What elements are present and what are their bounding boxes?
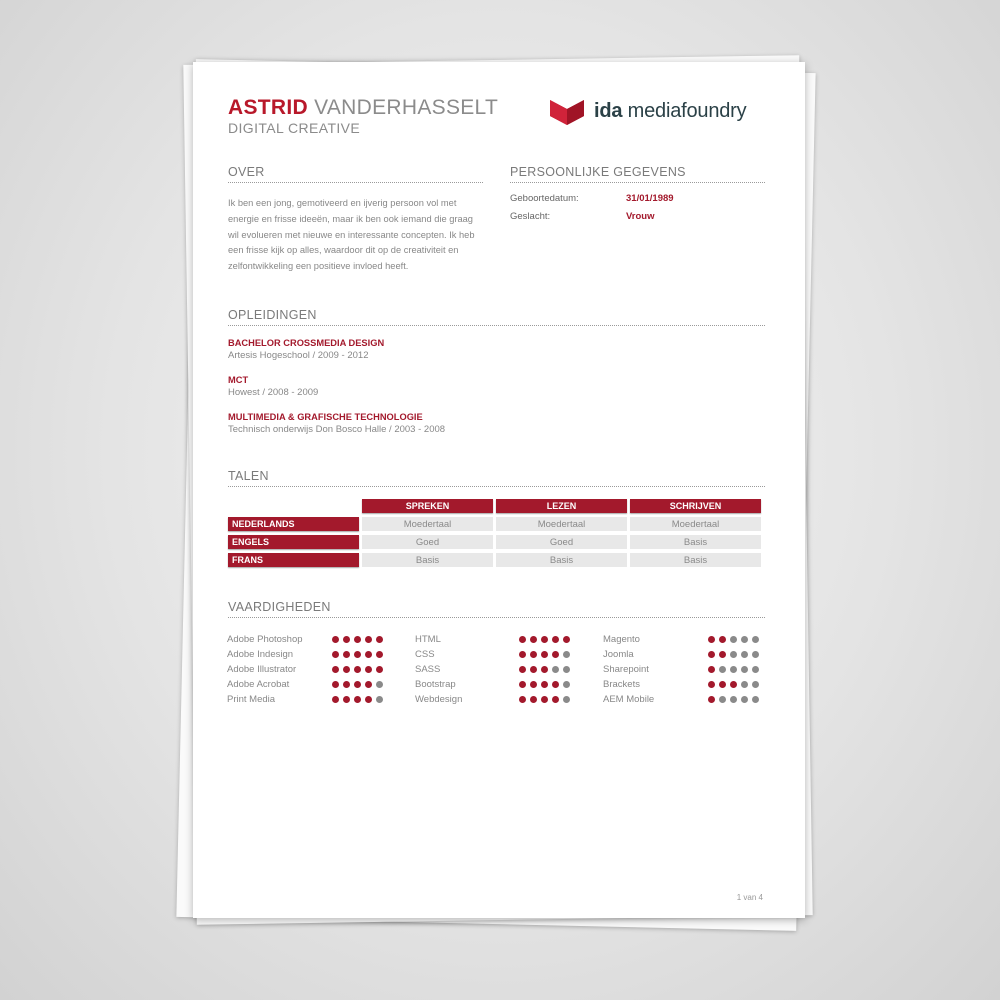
logo-wordmark-rest: mediafoundry [627, 99, 747, 122]
languages-column-header: LEZEN [496, 499, 627, 513]
skill-row [603, 662, 654, 677]
section-title-skills: VAARDIGHEDEN [228, 600, 765, 618]
section-title-languages: TALEN [228, 469, 765, 487]
personal-value: 31/01/1989 [626, 193, 674, 204]
skill-name: CSS [415, 649, 435, 660]
rating-dot-empty [563, 666, 570, 673]
rating-dot-filled [343, 636, 350, 643]
rating-dot-filled [552, 681, 559, 688]
skill-rating [708, 651, 759, 658]
languages-table [225, 495, 764, 571]
skill-row [415, 662, 462, 677]
rating-dot-empty [730, 636, 737, 643]
skill-row [415, 647, 462, 662]
rating-dot-empty [563, 681, 570, 688]
rating-dot-filled [541, 681, 548, 688]
education-item [228, 412, 445, 435]
education-subtitle: Howest / 2008 - 2009 [228, 387, 319, 398]
education-subtitle: Technisch onderwijs Don Bosco Halle / 2003 - 2008 [228, 424, 446, 435]
rating-dot-filled [365, 681, 372, 688]
skill-rating [519, 681, 570, 688]
skill-rating [332, 651, 383, 658]
skill-row [603, 692, 654, 707]
rating-dot-filled [708, 636, 715, 643]
skill-row [415, 677, 462, 692]
skill-rating [332, 696, 383, 703]
skill-name: Bootstrap [415, 679, 456, 690]
rating-dot-filled [376, 666, 383, 673]
rating-dot-empty [752, 696, 759, 703]
section-title-personal: PERSOONLIJKE GEGEVENS [510, 165, 765, 183]
education-title: MCT [228, 375, 249, 385]
language-name: FRANS [228, 553, 359, 567]
rating-dot-empty [741, 636, 748, 643]
rating-dot-empty [730, 651, 737, 658]
company-logo [550, 97, 746, 125]
rating-dot-filled [563, 636, 570, 643]
skill-row [227, 662, 303, 677]
rating-dot-filled [332, 696, 339, 703]
skill-row [415, 692, 462, 707]
rating-dot-empty [741, 681, 748, 688]
rating-dot-filled [354, 696, 361, 703]
language-name: ENGELS [228, 535, 359, 549]
skills-column [227, 632, 303, 707]
skill-row [227, 677, 303, 692]
skill-rating [708, 696, 759, 703]
rating-dot-filled [332, 651, 339, 658]
rating-dot-empty [752, 636, 759, 643]
personal-label: Geslacht: [510, 211, 551, 222]
personal-value: Vrouw [626, 211, 655, 222]
rating-dot-filled [541, 696, 548, 703]
rating-dot-filled [519, 636, 526, 643]
section-title-education: OPLEIDINGEN [228, 308, 765, 326]
skill-row [603, 647, 654, 662]
skill-rating [519, 651, 570, 658]
rating-dot-filled [552, 636, 559, 643]
skill-name: Adobe Photoshop [227, 634, 303, 645]
rating-dot-filled [332, 636, 339, 643]
education-subtitle: Artesis Hogeschool / 2009 - 2012 [228, 350, 369, 361]
rating-dot-filled [365, 651, 372, 658]
job-title: DIGITAL CREATIVE [228, 120, 361, 136]
skill-name: SASS [415, 664, 441, 675]
languages-column-header: SPREKEN [362, 499, 493, 513]
skill-name: Joomla [603, 649, 634, 660]
rating-dot-filled [376, 636, 383, 643]
skills-column [603, 632, 654, 707]
rating-dot-filled [708, 681, 715, 688]
language-level: Basis [362, 553, 493, 567]
skill-name: Brackets [603, 679, 640, 690]
rating-dot-filled [530, 636, 537, 643]
rating-dot-filled [332, 681, 339, 688]
skill-name: Magento [603, 634, 640, 645]
rating-dot-filled [332, 666, 339, 673]
language-level: Moedertaal [362, 517, 493, 531]
skill-rating [519, 696, 570, 703]
cv-page [193, 62, 805, 918]
skill-rating [708, 636, 759, 643]
skill-name: AEM Mobile [603, 694, 655, 705]
rating-dot-filled [354, 666, 361, 673]
rating-dot-filled [519, 666, 526, 673]
rating-dot-empty [563, 696, 570, 703]
rating-dot-empty [752, 666, 759, 673]
language-level: Basis [496, 553, 627, 567]
skill-rating [708, 681, 759, 688]
rating-dot-filled [552, 696, 559, 703]
rating-dot-filled [708, 696, 715, 703]
logo-wordmark [594, 100, 746, 123]
skill-rating [519, 636, 570, 643]
rating-dot-empty [730, 666, 737, 673]
skill-row [227, 632, 303, 647]
language-name: NEDERLANDS [228, 517, 359, 531]
rating-dot-filled [541, 651, 548, 658]
education-title: BACHELOR CROSSMEDIA DESIGN [228, 338, 385, 348]
skill-name: Print Media [227, 694, 276, 705]
education-title: MULTIMEDIA & GRAFISCHE TECHNOLOGIE [228, 412, 423, 422]
rating-dot-filled [530, 651, 537, 658]
language-level: Moedertaal [496, 517, 627, 531]
rating-dot-filled [552, 651, 559, 658]
education-item [228, 375, 318, 398]
skill-rating [519, 666, 570, 673]
rating-dot-filled [708, 666, 715, 673]
section-title-about: OVER [228, 165, 483, 183]
skill-row [603, 677, 654, 692]
rating-dot-filled [708, 651, 715, 658]
rating-dot-empty [719, 696, 726, 703]
rating-dot-filled [365, 636, 372, 643]
rating-dot-filled [343, 681, 350, 688]
rating-dot-filled [343, 696, 350, 703]
language-level: Basis [630, 535, 761, 549]
language-level: Moedertaal [630, 517, 761, 531]
rating-dot-filled [541, 636, 548, 643]
rating-dot-filled [519, 651, 526, 658]
rating-dot-empty [730, 696, 737, 703]
table-row [228, 535, 761, 549]
rating-dot-filled [719, 636, 726, 643]
language-level: Basis [630, 553, 761, 567]
rating-dot-empty [752, 651, 759, 658]
skill-name: HTML [415, 634, 441, 645]
skill-name: Adobe Illustrator [227, 664, 297, 675]
rating-dot-filled [354, 651, 361, 658]
rating-dot-empty [741, 651, 748, 658]
languages-header-row [228, 499, 761, 513]
languages-column-header: SCHRIJVEN [630, 499, 761, 513]
rating-dot-empty [752, 681, 759, 688]
skill-name: Webdesign [415, 694, 463, 705]
skill-row [227, 692, 303, 707]
last-name: VANDERHASSELT [314, 96, 499, 119]
rating-dot-filled [343, 666, 350, 673]
page-number: 1 van 4 [736, 893, 763, 902]
language-level: Goed [496, 535, 627, 549]
rating-dot-filled [719, 651, 726, 658]
skill-rating [332, 636, 383, 643]
skill-rating [708, 666, 759, 673]
about-text: Ik ben een jong, gemotiveerd en ijverig persoon vol met energie en frisse ideeën, maar ik ben ook iemand die graag wil evolueren met nieuwe en interessante concepten. Ik heb een frisse kijk op alles, waardoor dit op de creativiteit en zelfontwikkeling een positieve invloed heeft. [228, 198, 475, 272]
rating-dot-empty [741, 666, 748, 673]
rating-dot-empty [719, 666, 726, 673]
rating-dot-empty [376, 681, 383, 688]
candidate-name [228, 96, 498, 120]
rating-dot-empty [552, 666, 559, 673]
skill-row [415, 632, 462, 647]
rating-dot-filled [519, 696, 526, 703]
rating-dot-filled [376, 651, 383, 658]
rating-dot-filled [530, 696, 537, 703]
rating-dot-filled [519, 681, 526, 688]
table-row [228, 553, 761, 567]
skill-name: Adobe Indesign [227, 649, 294, 660]
table-row [228, 517, 761, 531]
skill-name: Adobe Acrobat [227, 679, 290, 690]
skill-rating [332, 666, 383, 673]
logo-mark-icon [550, 97, 584, 125]
rating-dot-filled [730, 681, 737, 688]
rating-dot-filled [365, 696, 372, 703]
personal-label: Geboortedatum: [510, 193, 579, 204]
education-item [228, 338, 384, 361]
rating-dot-filled [530, 666, 537, 673]
skills-column [415, 632, 462, 707]
rating-dot-filled [530, 681, 537, 688]
skill-row [603, 632, 654, 647]
skill-row [227, 647, 303, 662]
rating-dot-filled [354, 681, 361, 688]
skill-rating [332, 681, 383, 688]
skill-name: Sharepoint [603, 664, 649, 675]
rating-dot-empty [376, 696, 383, 703]
rating-dot-empty [563, 651, 570, 658]
rating-dot-filled [541, 666, 548, 673]
rating-dot-empty [741, 696, 748, 703]
language-level: Goed [362, 535, 493, 549]
rating-dot-filled [365, 666, 372, 673]
rating-dot-filled [719, 681, 726, 688]
logo-wordmark-bold: ida [594, 99, 623, 122]
rating-dot-filled [354, 636, 361, 643]
first-name: ASTRID [228, 96, 308, 119]
rating-dot-filled [343, 651, 350, 658]
